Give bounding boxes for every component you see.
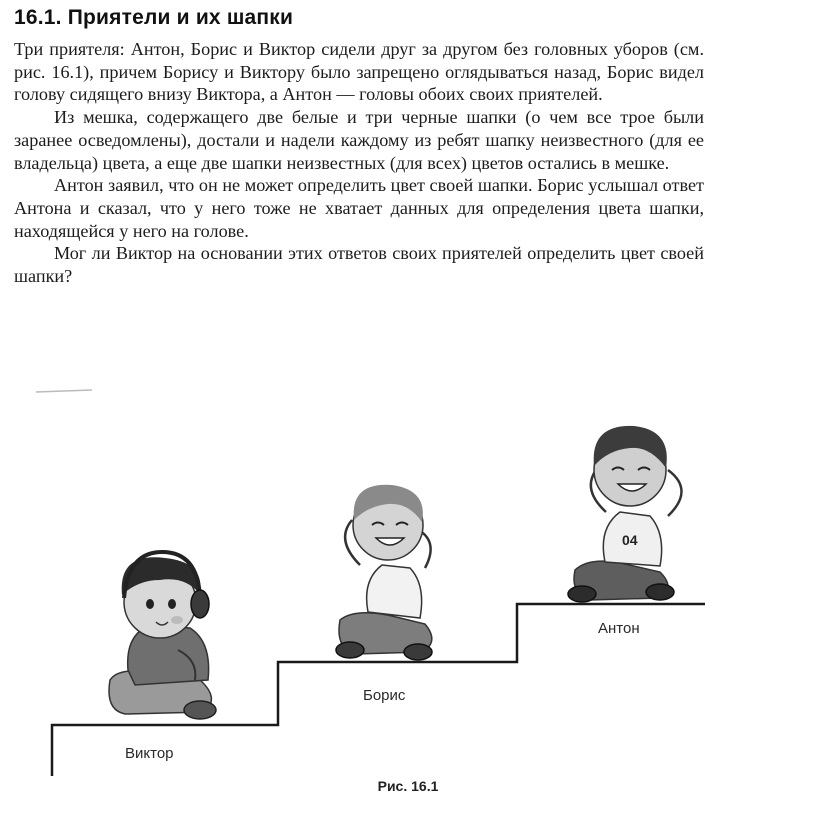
- label-viktor: Виктор: [125, 745, 174, 762]
- label-anton: Антон: [598, 620, 640, 637]
- paragraph-answers: Антон заявил, что он не может определить цвет своей шапки. Борис услышал ответ Антона и сказал, что у него тоже не хватает данных для определения цвета шапки, находящейся у него на голове.: [14, 175, 704, 241]
- paragraph-hats: Из мешка, содержащего две белые и три черные шапки (о чем все трое были заранее осведомлены), достали и надели каждому из ребят шапку неизвестного (для ее владельца) цвета, а еще две шапки неизвестных (для всех) цветов остались в мешке.: [14, 107, 704, 173]
- anton-figure: [568, 426, 682, 602]
- boris-figure: [336, 485, 432, 660]
- figure-illustration: [0, 380, 816, 821]
- figure-caption: Рис. 16.1: [377, 778, 439, 794]
- decorative-stroke: [36, 390, 92, 392]
- viktor-figure: [109, 552, 216, 719]
- problem-title: 16.1. Приятели и их шапки: [14, 6, 294, 29]
- problem-text: [14, 38, 704, 288]
- shirt-number: 04: [622, 532, 638, 548]
- paragraph-setup: Три приятеля: Антон, Борис и Виктор сидели друг за другом без головных уборов (см. рис. 16.1), причем Борису и Виктору было запрещено оглядываться назад, Борис видел голову сидящего внизу Виктора, а Антон — головы обоих своих приятелей.: [14, 39, 704, 105]
- paragraph-question: Мог ли Виктор на основании этих ответов своих приятелей определить цвет своей шапки?: [14, 243, 704, 287]
- label-boris: Борис: [363, 687, 406, 704]
